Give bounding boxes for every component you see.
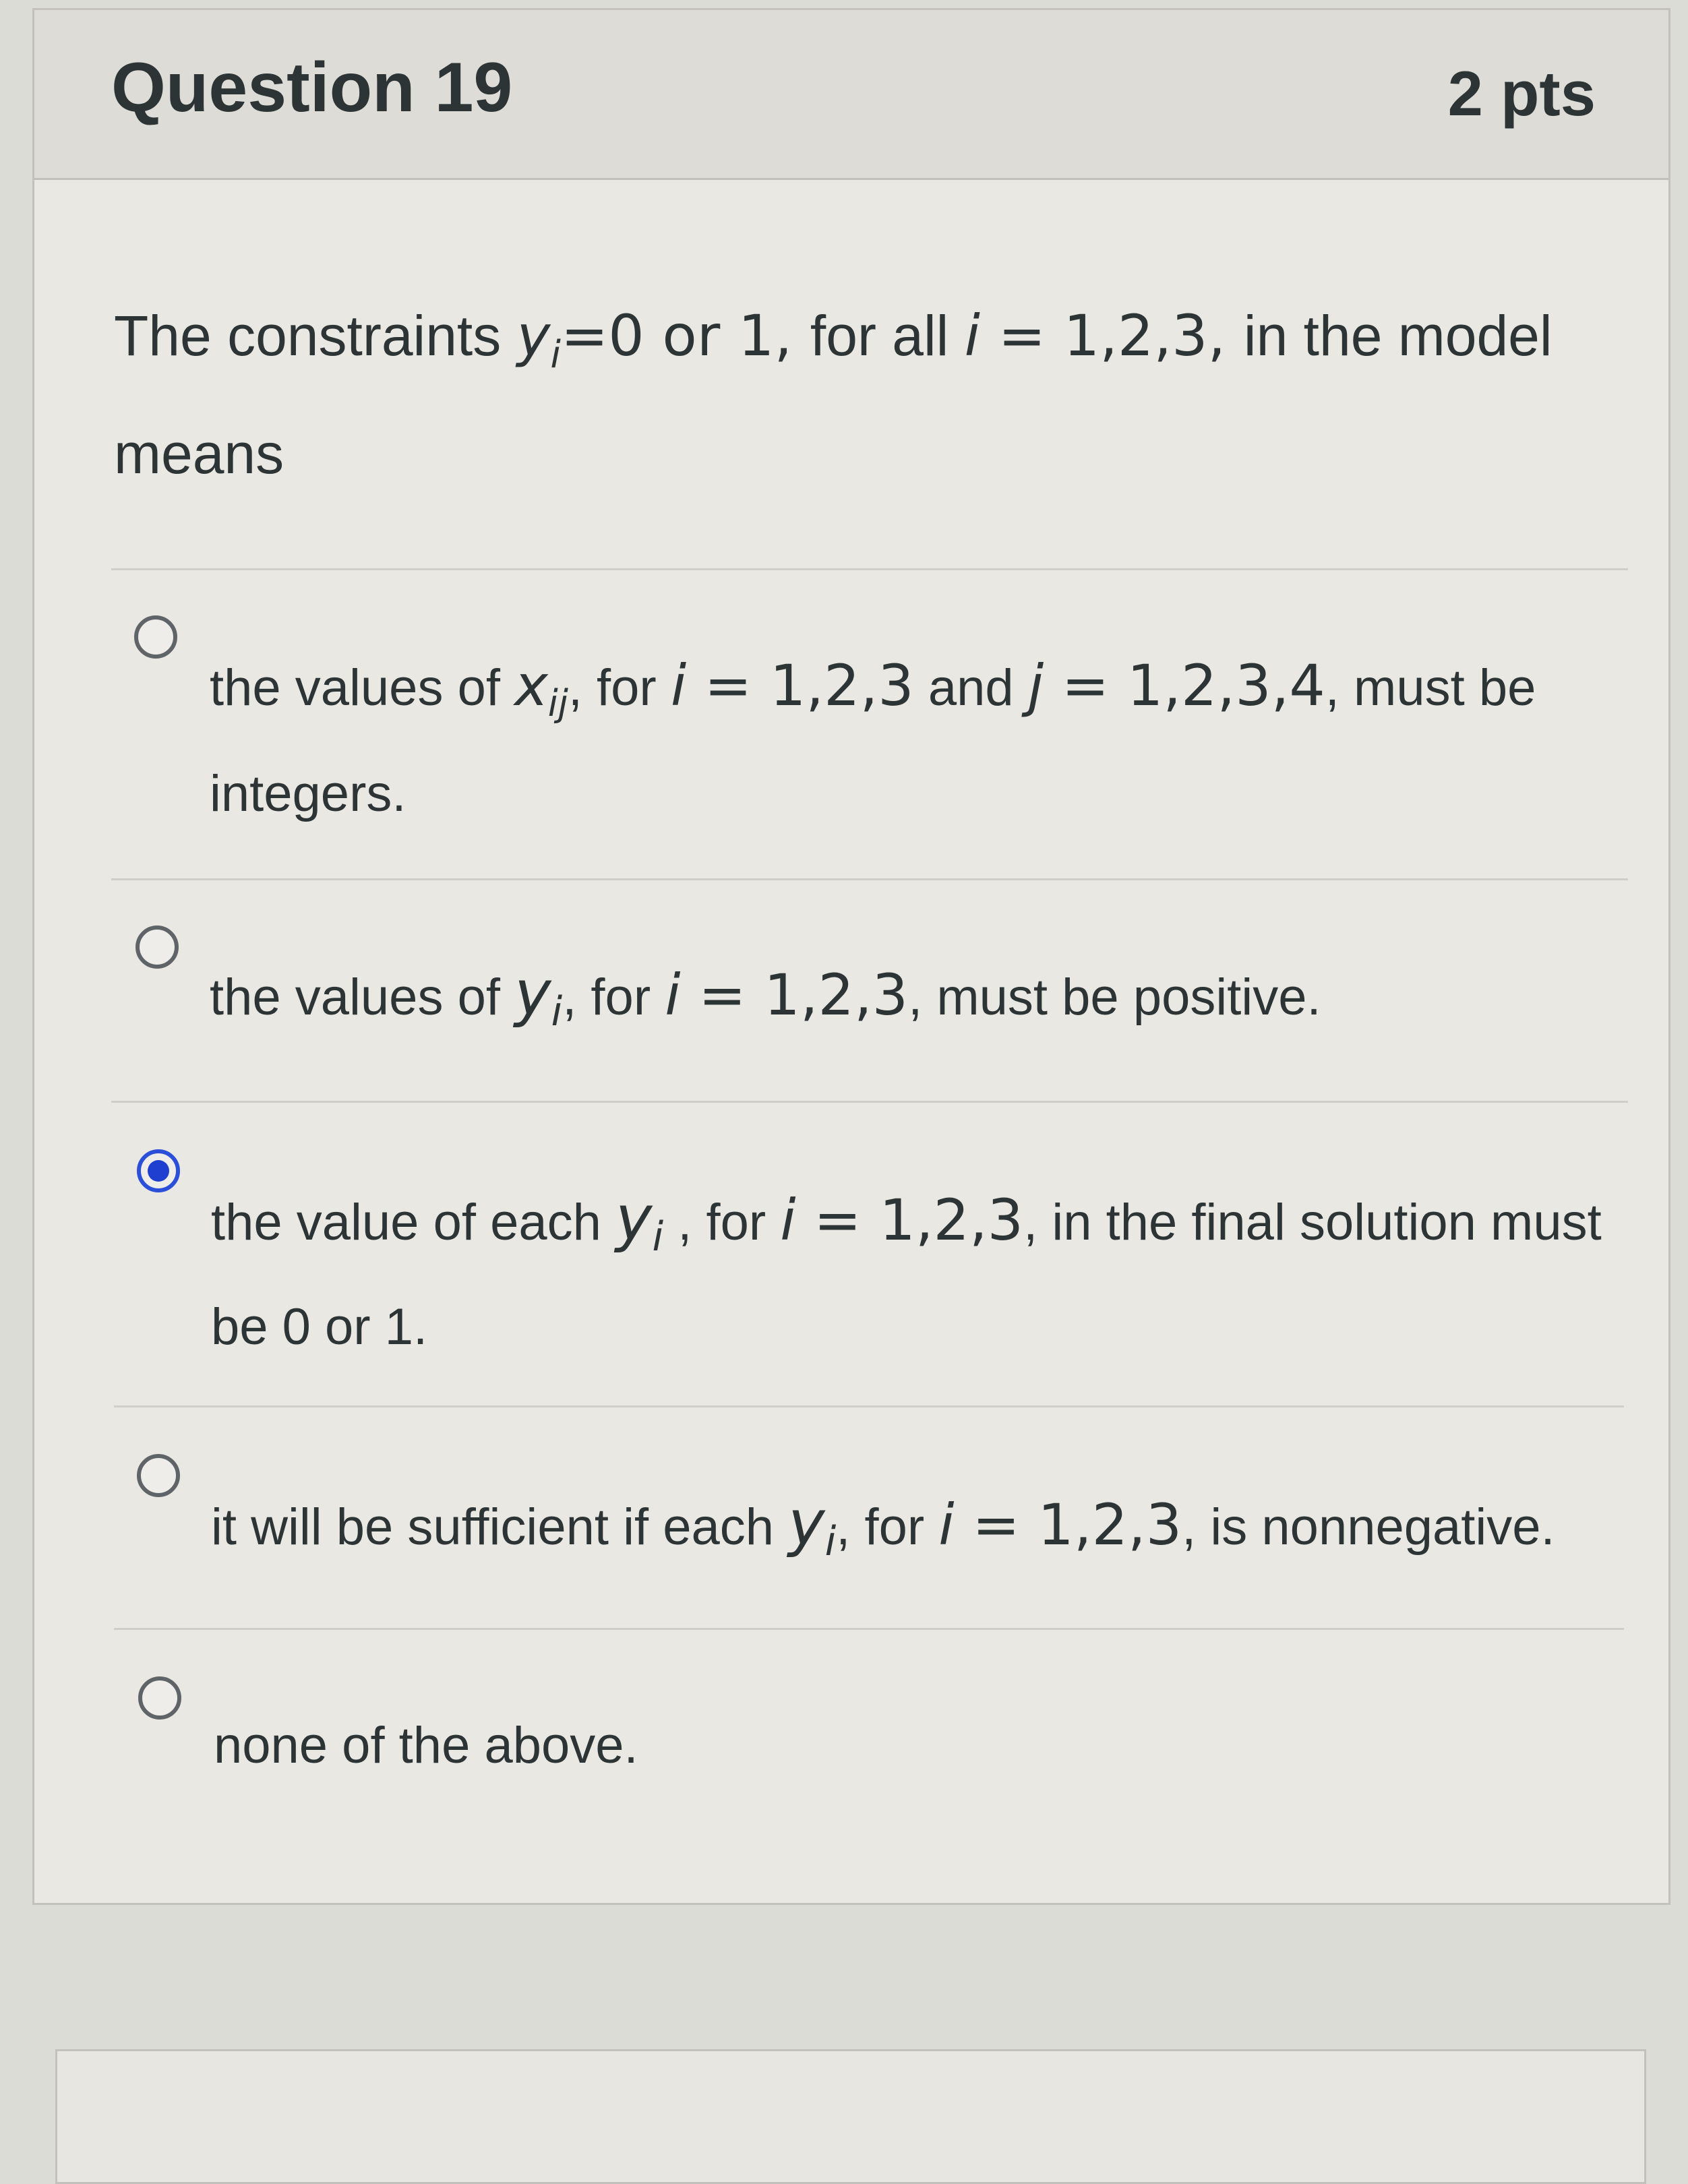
option-text-part: it will be sufficient if each bbox=[211, 1498, 789, 1556]
option-index-i: i bbox=[938, 1492, 955, 1558]
option-range: = 1,2,3 bbox=[795, 1187, 1024, 1253]
option-text-part: , in the final solution must be 0 or 1. bbox=[211, 1194, 1602, 1356]
option-3-text bbox=[211, 1174, 1620, 1372]
option-variable: y bbox=[514, 957, 551, 1029]
radio-button-selected[interactable] bbox=[137, 1149, 180, 1192]
option-variable-subscript: i bbox=[652, 1213, 664, 1261]
stem-variable: y bbox=[516, 303, 551, 369]
option-2-text bbox=[210, 948, 1619, 1057]
question-card bbox=[32, 8, 1670, 1905]
divider bbox=[114, 1405, 1624, 1407]
stem-index: i bbox=[964, 303, 980, 369]
option-variable: y bbox=[788, 1487, 825, 1559]
option-index-i: i bbox=[665, 962, 681, 1028]
radio-button[interactable] bbox=[138, 1676, 181, 1720]
option-range: = 1,2,3 bbox=[680, 962, 909, 1028]
option-text-part: , for bbox=[836, 1498, 939, 1556]
option-variable-subscript: ij bbox=[547, 682, 568, 725]
option-range: = 1,2,3 bbox=[954, 1492, 1182, 1558]
divider bbox=[111, 568, 1628, 570]
radio-button[interactable] bbox=[135, 926, 179, 969]
stem-text-before: The constraints bbox=[114, 304, 517, 367]
question-stem bbox=[114, 286, 1651, 503]
option-text-part: , for bbox=[663, 1194, 781, 1251]
option-variable: y bbox=[615, 1182, 653, 1254]
option-text-part: , must be positive. bbox=[908, 969, 1321, 1026]
option-text-part: , for bbox=[562, 969, 665, 1026]
option-index-i: i bbox=[780, 1187, 796, 1253]
stem-variable-subscript: i bbox=[550, 332, 561, 377]
option-variable: x bbox=[514, 653, 548, 719]
option-1-text bbox=[210, 640, 1619, 839]
option-index-i: i bbox=[670, 653, 687, 719]
option-text-part: none of the above. bbox=[214, 1717, 638, 1774]
stem-text-after: in the model means bbox=[114, 304, 1553, 485]
divider bbox=[111, 1101, 1628, 1103]
option-text-part: , must be integers. bbox=[210, 659, 1536, 823]
option-4-text bbox=[211, 1478, 1620, 1587]
option-text-part: , for bbox=[568, 659, 671, 717]
radio-button[interactable] bbox=[137, 1454, 180, 1497]
option-text-part: and bbox=[913, 659, 1028, 717]
option-range: = 1,2,3 bbox=[686, 653, 914, 719]
radio-button[interactable] bbox=[134, 615, 177, 659]
question-points: 2 pts bbox=[1447, 58, 1596, 129]
option-5-text bbox=[214, 1701, 1623, 1791]
divider bbox=[111, 878, 1628, 880]
option-text-part: the value of each bbox=[211, 1194, 615, 1251]
stem-text-mid: for all bbox=[810, 304, 965, 367]
next-question-card bbox=[55, 2049, 1646, 2184]
option-text-part: , is nonnegative. bbox=[1182, 1498, 1555, 1556]
option-variable-subscript: i bbox=[824, 1518, 837, 1566]
stem-equality: =0 or 1, bbox=[560, 303, 810, 369]
stem-range: = 1,2,3, bbox=[980, 303, 1244, 369]
question-title: Question 19 bbox=[111, 49, 513, 127]
divider bbox=[114, 1628, 1624, 1630]
option-text-part: the values of bbox=[210, 659, 515, 717]
question-header bbox=[34, 10, 1668, 180]
option-text-part: the values of bbox=[210, 969, 515, 1026]
option-range: = 1,2,3,4 bbox=[1044, 653, 1325, 719]
option-variable-subscript: i bbox=[551, 988, 563, 1036]
option-index-j: j bbox=[1027, 653, 1044, 719]
